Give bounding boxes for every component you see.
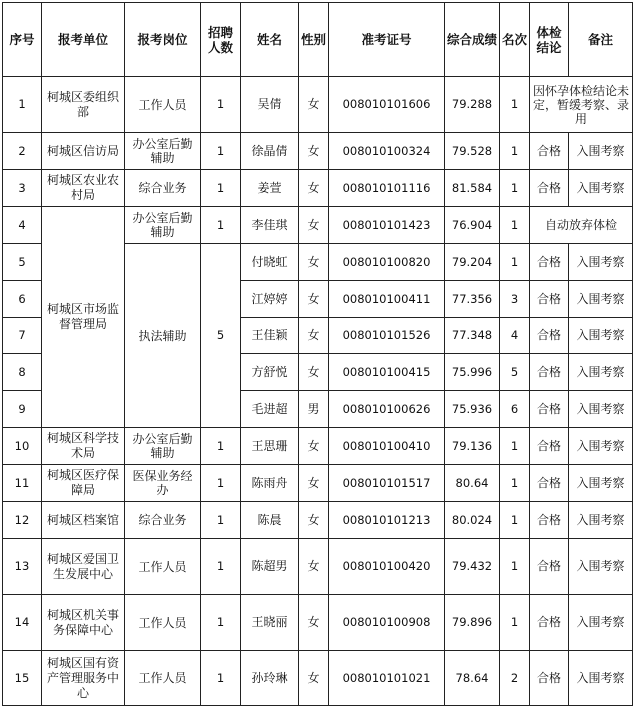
- cell-remark: 入围考察: [569, 595, 633, 651]
- header-remark: 备注: [569, 3, 633, 77]
- cell-ticket: 008010101517: [329, 465, 445, 502]
- header-name: 姓名: [241, 3, 299, 77]
- cell-score: 78.64: [445, 651, 500, 706]
- cell-name: 徐晶倩: [241, 133, 299, 170]
- cell-ticket: 008010101606: [329, 77, 445, 133]
- cell-seq: 14: [3, 595, 42, 651]
- cell-seq: 9: [3, 391, 42, 428]
- cell-unit: 柯城区国有资产管理服务中心: [42, 651, 125, 706]
- table-row: [3, 170, 633, 207]
- cell-score: 81.584: [445, 170, 500, 207]
- cell-quota: 1: [201, 207, 241, 244]
- cell-quota: 1: [201, 77, 241, 133]
- cell-gender: 女: [299, 595, 329, 651]
- cell-remark: 入围考察: [569, 170, 633, 207]
- cell-exam: 合格: [530, 502, 569, 539]
- cell-unit: 柯城区信访局: [42, 133, 125, 170]
- cell-score: 80.024: [445, 502, 500, 539]
- table-row: [3, 502, 633, 539]
- cell-ticket: 008010100411: [329, 281, 445, 318]
- cell-exam: 合格: [530, 539, 569, 595]
- cell-seq: 13: [3, 539, 42, 595]
- cell-note: 自动放弃体检: [530, 207, 633, 244]
- cell-name: 方舒悦: [241, 354, 299, 391]
- cell-note: 因怀孕体检结论未定，暂缓考察、录用: [530, 77, 633, 133]
- table-row: [3, 651, 633, 706]
- cell-rank: 1: [500, 207, 530, 244]
- cell-exam: 合格: [530, 465, 569, 502]
- cell-remark: 入围考察: [569, 651, 633, 706]
- table-row: [3, 595, 633, 651]
- cell-score: 79.204: [445, 244, 500, 281]
- cell-ticket: 008010100324: [329, 133, 445, 170]
- cell-rank: 1: [500, 502, 530, 539]
- cell-post: 执法辅助: [125, 244, 201, 428]
- cell-unit: 柯城区委组织部: [42, 77, 125, 133]
- cell-rank: 5: [500, 354, 530, 391]
- cell-remark: 入围考察: [569, 354, 633, 391]
- cell-seq: 12: [3, 502, 42, 539]
- cell-post: 办公室后勤辅助: [125, 207, 201, 244]
- cell-unit: 柯城区爱国卫生发展中心: [42, 539, 125, 595]
- header-exam: 体检结论: [530, 3, 569, 77]
- cell-rank: 3: [500, 281, 530, 318]
- cell-gender: 女: [299, 651, 329, 706]
- results-table: [2, 2, 633, 706]
- header-ticket: 准考证号: [329, 3, 445, 77]
- cell-score: 79.288: [445, 77, 500, 133]
- cell-remark: 入围考察: [569, 133, 633, 170]
- cell-ticket: 008010101423: [329, 207, 445, 244]
- cell-exam: 合格: [530, 281, 569, 318]
- cell-gender: 女: [299, 428, 329, 465]
- header-row: [3, 3, 633, 77]
- cell-remark: 入围考察: [569, 465, 633, 502]
- cell-rank: 1: [500, 244, 530, 281]
- cell-gender: 女: [299, 207, 329, 244]
- cell-name: 李佳琪: [241, 207, 299, 244]
- cell-gender: 女: [299, 133, 329, 170]
- cell-remark: 入围考察: [569, 318, 633, 354]
- cell-name: 王思珊: [241, 428, 299, 465]
- cell-rank: 1: [500, 539, 530, 595]
- header-gender: 性别: [299, 3, 329, 77]
- cell-name: 孙玲琳: [241, 651, 299, 706]
- cell-unit: 柯城区科学技术局: [42, 428, 125, 465]
- cell-exam: 合格: [530, 391, 569, 428]
- cell-ticket: 008010100626: [329, 391, 445, 428]
- table-row: [3, 77, 633, 133]
- cell-rank: 1: [500, 133, 530, 170]
- cell-name: 付晓虹: [241, 244, 299, 281]
- cell-quota: 1: [201, 595, 241, 651]
- header-post: 报考岗位: [125, 3, 201, 77]
- cell-rank: 1: [500, 170, 530, 207]
- cell-name: 毛进超: [241, 391, 299, 428]
- cell-rank: 1: [500, 465, 530, 502]
- header-rank: 名次: [500, 3, 530, 77]
- cell-ticket: 008010101021: [329, 651, 445, 706]
- cell-rank: 2: [500, 651, 530, 706]
- cell-post: 办公室后勤辅助: [125, 428, 201, 465]
- cell-exam: 合格: [530, 595, 569, 651]
- cell-seq: 11: [3, 465, 42, 502]
- cell-score: 79.432: [445, 539, 500, 595]
- cell-quota: 1: [201, 651, 241, 706]
- cell-ticket: 008010100410: [329, 428, 445, 465]
- cell-post: 工作人员: [125, 651, 201, 706]
- cell-score: 75.936: [445, 391, 500, 428]
- cell-seq: 6: [3, 281, 42, 318]
- cell-rank: 4: [500, 318, 530, 354]
- cell-ticket: 008010101116: [329, 170, 445, 207]
- header-unit: 报考单位: [42, 3, 125, 77]
- table-row: [3, 465, 633, 502]
- cell-gender: 女: [299, 244, 329, 281]
- cell-exam: 合格: [530, 428, 569, 465]
- cell-name: 陈雨舟: [241, 465, 299, 502]
- header-seq: 序号: [3, 3, 42, 77]
- cell-exam: 合格: [530, 318, 569, 354]
- cell-gender: 女: [299, 170, 329, 207]
- cell-quota: 1: [201, 539, 241, 595]
- cell-exam: 合格: [530, 244, 569, 281]
- cell-name: 陈超男: [241, 539, 299, 595]
- cell-score: 76.904: [445, 207, 500, 244]
- cell-gender: 女: [299, 77, 329, 133]
- cell-score: 79.136: [445, 428, 500, 465]
- cell-seq: 8: [3, 354, 42, 391]
- table-row: [3, 207, 633, 244]
- cell-seq: 7: [3, 318, 42, 354]
- cell-post: 办公室后勤辅助: [125, 133, 201, 170]
- cell-name: 王佳颖: [241, 318, 299, 354]
- cell-remark: 入围考察: [569, 281, 633, 318]
- cell-unit: 柯城区农业农村局: [42, 170, 125, 207]
- cell-ticket: 008010100420: [329, 539, 445, 595]
- cell-score: 79.528: [445, 133, 500, 170]
- cell-score: 77.356: [445, 281, 500, 318]
- cell-gender: 女: [299, 539, 329, 595]
- cell-ticket: 008010100415: [329, 354, 445, 391]
- cell-rank: 1: [500, 428, 530, 465]
- cell-quota: 1: [201, 428, 241, 465]
- cell-quota: 5: [201, 244, 241, 428]
- cell-exam: 合格: [530, 170, 569, 207]
- cell-quota: 1: [201, 170, 241, 207]
- cell-post: 综合业务: [125, 170, 201, 207]
- cell-rank: 1: [500, 595, 530, 651]
- cell-post: 工作人员: [125, 595, 201, 651]
- cell-remark: 入围考察: [569, 502, 633, 539]
- cell-seq: 10: [3, 428, 42, 465]
- cell-remark: 入围考察: [569, 428, 633, 465]
- cell-remark: 入围考察: [569, 244, 633, 281]
- cell-exam: 合格: [530, 133, 569, 170]
- cell-name: 王晓丽: [241, 595, 299, 651]
- table-row: [3, 428, 633, 465]
- cell-ticket: 008010100908: [329, 595, 445, 651]
- cell-name: 吴倩: [241, 77, 299, 133]
- cell-unit: 柯城区档案馆: [42, 502, 125, 539]
- cell-unit: 柯城区市场监督管理局: [42, 207, 125, 428]
- cell-exam: 合格: [530, 354, 569, 391]
- cell-gender: 女: [299, 354, 329, 391]
- cell-post: 综合业务: [125, 502, 201, 539]
- cell-gender: 男: [299, 391, 329, 428]
- header-quota: 招聘人数: [201, 3, 241, 77]
- cell-quota: 1: [201, 502, 241, 539]
- cell-post: 医保业务经办: [125, 465, 201, 502]
- cell-score: 75.996: [445, 354, 500, 391]
- cell-score: 79.896: [445, 595, 500, 651]
- cell-gender: 女: [299, 502, 329, 539]
- cell-unit: 柯城区机关事务保障中心: [42, 595, 125, 651]
- cell-name: 江婷婷: [241, 281, 299, 318]
- cell-remark: 入围考察: [569, 539, 633, 595]
- cell-gender: 女: [299, 318, 329, 354]
- cell-seq: 4: [3, 207, 42, 244]
- cell-post: 工作人员: [125, 539, 201, 595]
- cell-rank: 1: [500, 77, 530, 133]
- cell-seq: 3: [3, 170, 42, 207]
- cell-ticket: 008010101526: [329, 318, 445, 354]
- table-row: [3, 539, 633, 595]
- cell-remark: 入围考察: [569, 391, 633, 428]
- cell-score: 77.348: [445, 318, 500, 354]
- header-score: 综合成绩: [445, 3, 500, 77]
- cell-gender: 女: [299, 281, 329, 318]
- cell-rank: 6: [500, 391, 530, 428]
- cell-quota: 1: [201, 133, 241, 170]
- table-row: [3, 133, 633, 170]
- cell-name: 陈晨: [241, 502, 299, 539]
- cell-post: 工作人员: [125, 77, 201, 133]
- cell-gender: 女: [299, 465, 329, 502]
- cell-seq: 15: [3, 651, 42, 706]
- cell-name: 姜萱: [241, 170, 299, 207]
- cell-seq: 2: [3, 133, 42, 170]
- cell-unit: 柯城区医疗保障局: [42, 465, 125, 502]
- cell-ticket: 008010101213: [329, 502, 445, 539]
- cell-exam: 合格: [530, 651, 569, 706]
- cell-quota: 1: [201, 465, 241, 502]
- cell-score: 80.64: [445, 465, 500, 502]
- cell-ticket: 008010100820: [329, 244, 445, 281]
- cell-seq: 5: [3, 244, 42, 281]
- cell-seq: 1: [3, 77, 42, 133]
